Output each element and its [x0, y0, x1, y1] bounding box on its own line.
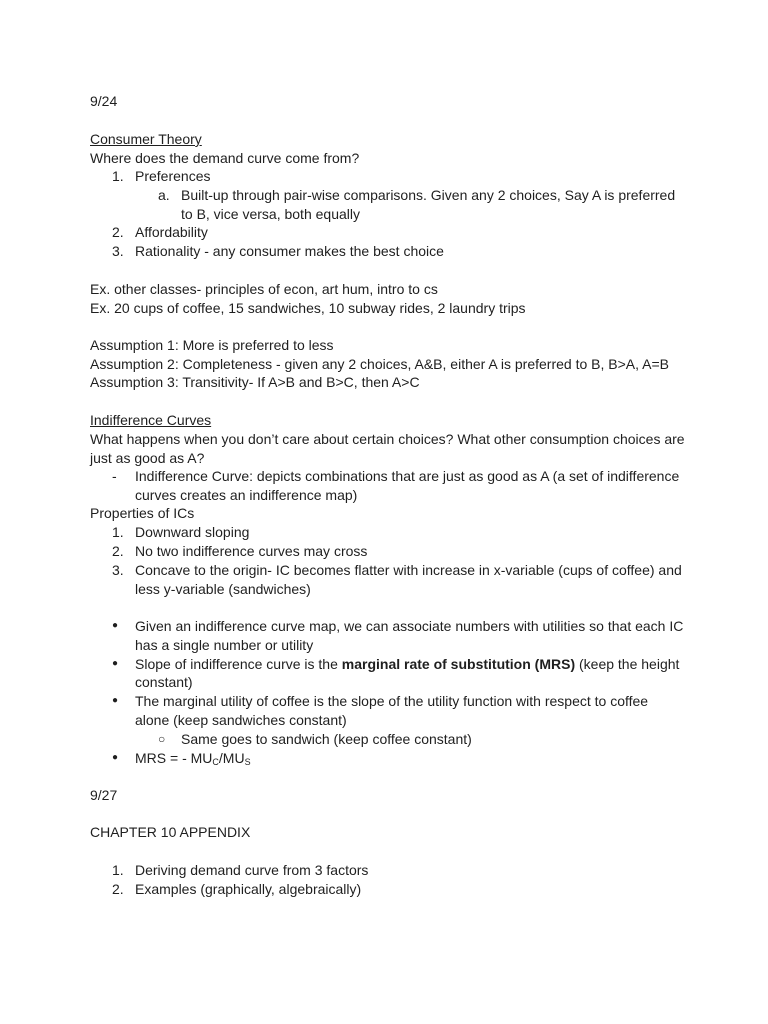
- list-item: No two indifference curves may cross: [135, 543, 368, 559]
- mrs-term: marginal rate of substitution (MRS): [341, 656, 576, 672]
- bullet-item: [135, 655, 679, 673]
- date-heading: 9/24: [90, 93, 118, 109]
- list-marker: 2.: [112, 543, 124, 559]
- formula-subscript: S: [244, 757, 251, 767]
- bullet-text: (keep the height: [575, 656, 680, 672]
- section-heading-consumer-theory: Consumer Theory: [90, 131, 202, 147]
- bullet-item-continued: alone (keep sandwiches constant): [135, 712, 347, 728]
- bullet-item: Given an indifference curve map, we can associate numbers with utilities so that each IC: [135, 618, 684, 634]
- example-line: Ex. other classes- principles of econ, art hum, intro to cs: [90, 281, 438, 297]
- list-item: Downward sloping: [135, 524, 250, 540]
- question-text: What happens when you don’t care about certain choices? What other consumption choices are: [90, 431, 685, 447]
- sublist-marker: a.: [158, 187, 170, 203]
- list-item: Preferences: [135, 168, 211, 184]
- dash-marker: -: [112, 468, 117, 484]
- formula-subscript: C: [212, 757, 219, 767]
- list-marker: 2.: [112, 881, 124, 897]
- bullet-item: The marginal utility of coffee is the slope of the utility function with respect to coffee: [135, 693, 649, 709]
- list-marker: 3.: [112, 243, 124, 259]
- assumption-line: Assumption 2: Completeness - given any 2 choices, A&B, either A is preferred to B, B>A, A=B: [90, 356, 669, 372]
- bullet-item-continued: has a single number or utility: [135, 637, 314, 653]
- bullet-item-continued: constant): [135, 674, 193, 690]
- bullet-icon: ●: [112, 620, 119, 631]
- example-line: Ex. 20 cups of coffee, 15 sandwiches, 10 subway rides, 2 laundry trips: [90, 300, 526, 316]
- list-item: Affordability: [135, 224, 208, 240]
- list-marker: 1.: [112, 168, 124, 184]
- bullet-icon: ●: [112, 695, 119, 706]
- properties-label: Properties of ICs: [90, 505, 195, 521]
- sublist-item-continued: to B, vice versa, both equally: [181, 206, 360, 222]
- list-marker: 3.: [112, 562, 124, 578]
- list-item-continued: less y-variable (sandwiches): [135, 581, 311, 597]
- sublist-item: Built-up through pair-wise comparisons. Given any 2 choices, Say A is preferred: [181, 187, 676, 203]
- formula-text: MRS = - MU: [135, 750, 213, 766]
- question-text-continued: just as good as A?: [90, 450, 205, 466]
- dash-item: Indifference Curve: depicts combinations that are just as good as A (a set of indifference: [135, 468, 680, 484]
- assumption-line: Assumption 3: Transitivity- If A>B and B>C, then A>C: [90, 374, 420, 390]
- list-item: Concave to the origin- IC becomes flatter with increase in x-variable (cups of coffee) and: [135, 562, 682, 578]
- dash-item-continued: curves creates an indifference map): [135, 487, 358, 503]
- formula-text: /MU: [218, 750, 245, 766]
- bullet-icon: ●: [112, 658, 119, 669]
- list-marker: 1.: [112, 862, 124, 878]
- chapter-heading: CHAPTER 10 APPENDIX: [90, 824, 251, 840]
- list-item: Examples (graphically, algebraically): [135, 881, 362, 897]
- bullet-text: Slope of indifference curve is the: [135, 656, 342, 672]
- date-heading: 9/27: [90, 787, 118, 803]
- assumption-line: Assumption 1: More is preferred to less: [90, 337, 334, 353]
- sub-bullet-item: Same goes to sandwich (keep coffee constant): [181, 731, 472, 747]
- mrs-formula: [135, 749, 251, 767]
- bullet-icon: ●: [112, 752, 119, 763]
- list-item: Deriving demand curve from 3 factors: [135, 862, 369, 878]
- hollow-bullet-icon: ○: [158, 732, 166, 746]
- list-marker: 2.: [112, 224, 124, 240]
- list-marker: 1.: [112, 524, 124, 540]
- section-heading-indifference-curves: Indifference Curves: [90, 412, 212, 428]
- list-item: Rationality - any consumer makes the best choice: [135, 243, 444, 259]
- question-text: Where does the demand curve come from?: [90, 150, 360, 166]
